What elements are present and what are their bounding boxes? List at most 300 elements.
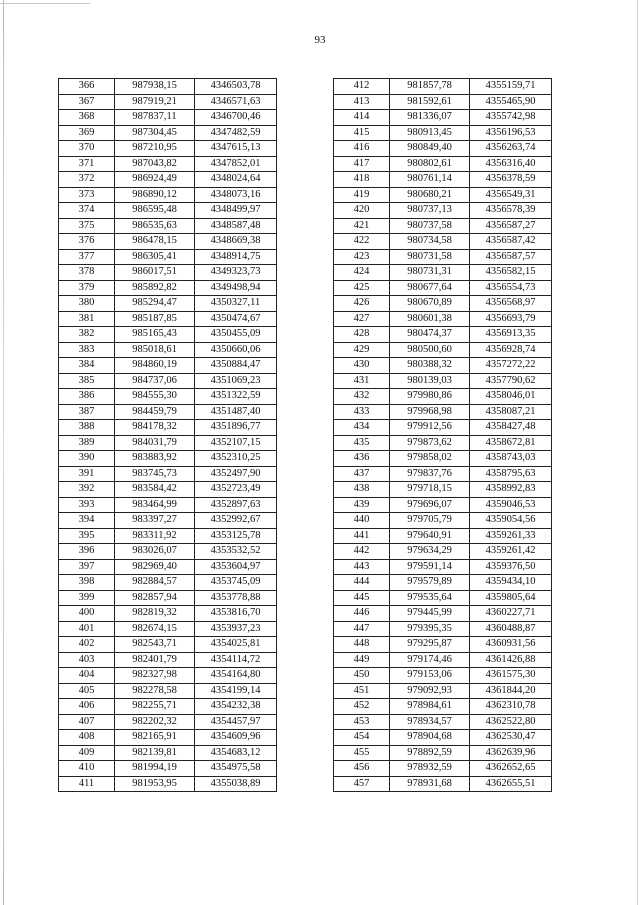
point-number-cell: 376 [59, 234, 115, 250]
table-row [59, 575, 277, 591]
x-coordinate-cell: 986478,15 [115, 234, 195, 250]
y-coordinate-cell: 4361575,30 [470, 668, 552, 684]
point-number-cell: 409 [59, 745, 115, 761]
x-coordinate-cell: 985018,61 [115, 342, 195, 358]
y-coordinate-cell: 4348024,64 [195, 172, 277, 188]
coordinates-table-right-body [334, 79, 552, 792]
y-coordinate-cell: 4348669,38 [195, 234, 277, 250]
x-coordinate-cell: 979535,64 [390, 590, 470, 606]
y-coordinate-cell: 4360931,56 [470, 637, 552, 653]
point-number-cell: 454 [334, 730, 390, 746]
y-coordinate-cell: 4356587,27 [470, 218, 552, 234]
table-row [59, 203, 277, 219]
point-number-cell: 405 [59, 683, 115, 699]
point-number-cell: 447 [334, 621, 390, 637]
scan-edge-top [0, 3, 90, 4]
y-coordinate-cell: 4355742,98 [470, 110, 552, 126]
x-coordinate-cell: 979873,62 [390, 435, 470, 451]
y-coordinate-cell: 4359805,64 [470, 590, 552, 606]
y-coordinate-cell: 4351322,59 [195, 389, 277, 405]
x-coordinate-cell: 979968,98 [390, 404, 470, 420]
x-coordinate-cell: 980737,58 [390, 218, 470, 234]
y-coordinate-cell: 4353937,23 [195, 621, 277, 637]
table-row [334, 389, 552, 405]
y-coordinate-cell: 4354164,80 [195, 668, 277, 684]
point-number-cell: 385 [59, 373, 115, 389]
point-number-cell: 391 [59, 466, 115, 482]
y-coordinate-cell: 4349323,73 [195, 265, 277, 281]
point-number-cell: 435 [334, 435, 390, 451]
table-row [334, 761, 552, 777]
y-coordinate-cell: 4348587,48 [195, 218, 277, 234]
point-number-cell: 392 [59, 482, 115, 498]
table-row [334, 652, 552, 668]
point-number-cell: 451 [334, 683, 390, 699]
y-coordinate-cell: 4354199,14 [195, 683, 277, 699]
table-row [59, 358, 277, 374]
table-row [334, 79, 552, 95]
y-coordinate-cell: 4356378,59 [470, 172, 552, 188]
x-coordinate-cell: 979858,02 [390, 451, 470, 467]
y-coordinate-cell: 4356578,39 [470, 203, 552, 219]
x-coordinate-cell: 984031,79 [115, 435, 195, 451]
y-coordinate-cell: 4356549,31 [470, 187, 552, 203]
y-coordinate-cell: 4356263,74 [470, 141, 552, 157]
point-number-cell: 413 [334, 94, 390, 110]
x-coordinate-cell: 984178,32 [115, 420, 195, 436]
point-number-cell: 404 [59, 668, 115, 684]
coordinates-table-right [333, 78, 552, 792]
y-coordinate-cell: 4348499,97 [195, 203, 277, 219]
x-coordinate-cell: 979718,15 [390, 482, 470, 498]
y-coordinate-cell: 4352897,63 [195, 497, 277, 513]
y-coordinate-cell: 4347852,01 [195, 156, 277, 172]
x-coordinate-cell: 986890,12 [115, 187, 195, 203]
y-coordinate-cell: 4356316,40 [470, 156, 552, 172]
point-number-cell: 412 [334, 79, 390, 95]
table-row [334, 776, 552, 792]
point-number-cell: 389 [59, 435, 115, 451]
y-coordinate-cell: 4353745,09 [195, 575, 277, 591]
point-number-cell: 377 [59, 249, 115, 265]
table-row [59, 745, 277, 761]
table-row [334, 172, 552, 188]
table-row [334, 590, 552, 606]
point-number-cell: 419 [334, 187, 390, 203]
table-row [59, 683, 277, 699]
point-number-cell: 450 [334, 668, 390, 684]
y-coordinate-cell: 4354114,72 [195, 652, 277, 668]
x-coordinate-cell: 980849,40 [390, 141, 470, 157]
point-number-cell: 416 [334, 141, 390, 157]
point-number-cell: 378 [59, 265, 115, 281]
point-number-cell: 393 [59, 497, 115, 513]
y-coordinate-cell: 4356928,74 [470, 342, 552, 358]
y-coordinate-cell: 4362639,96 [470, 745, 552, 761]
table-row [334, 342, 552, 358]
y-coordinate-cell: 4356587,57 [470, 249, 552, 265]
x-coordinate-cell: 983745,73 [115, 466, 195, 482]
point-number-cell: 430 [334, 358, 390, 374]
table-row [334, 482, 552, 498]
y-coordinate-cell: 4362530,47 [470, 730, 552, 746]
table-row [334, 373, 552, 389]
x-coordinate-cell: 980677,64 [390, 280, 470, 296]
y-coordinate-cell: 4346700,46 [195, 110, 277, 126]
point-number-cell: 448 [334, 637, 390, 653]
table-row [59, 559, 277, 575]
x-coordinate-cell: 979153,06 [390, 668, 470, 684]
point-number-cell: 441 [334, 528, 390, 544]
table-row [59, 513, 277, 529]
table-row [334, 699, 552, 715]
x-coordinate-cell: 980139,03 [390, 373, 470, 389]
y-coordinate-cell: 4354683,12 [195, 745, 277, 761]
table-row [59, 761, 277, 777]
point-number-cell: 396 [59, 544, 115, 560]
x-coordinate-cell: 979912,56 [390, 420, 470, 436]
y-coordinate-cell: 4354609,96 [195, 730, 277, 746]
point-number-cell: 426 [334, 296, 390, 312]
x-coordinate-cell: 982255,71 [115, 699, 195, 715]
table-row [334, 420, 552, 436]
point-number-cell: 417 [334, 156, 390, 172]
point-number-cell: 443 [334, 559, 390, 575]
y-coordinate-cell: 4359046,53 [470, 497, 552, 513]
table-row [59, 606, 277, 622]
x-coordinate-cell: 987210,95 [115, 141, 195, 157]
table-row [334, 621, 552, 637]
y-coordinate-cell: 4350660,06 [195, 342, 277, 358]
y-coordinate-cell: 4359261,42 [470, 544, 552, 560]
x-coordinate-cell: 982278,58 [115, 683, 195, 699]
point-number-cell: 415 [334, 125, 390, 141]
point-number-cell: 386 [59, 389, 115, 405]
point-number-cell: 401 [59, 621, 115, 637]
y-coordinate-cell: 4358046,01 [470, 389, 552, 405]
y-coordinate-cell: 4354457,97 [195, 714, 277, 730]
x-coordinate-cell: 979591,14 [390, 559, 470, 575]
table-row [334, 110, 552, 126]
table-row [59, 621, 277, 637]
point-number-cell: 368 [59, 110, 115, 126]
x-coordinate-cell: 985892,82 [115, 280, 195, 296]
point-number-cell: 407 [59, 714, 115, 730]
x-coordinate-cell: 980601,38 [390, 311, 470, 327]
x-coordinate-cell: 980737,13 [390, 203, 470, 219]
point-number-cell: 434 [334, 420, 390, 436]
table-row [59, 389, 277, 405]
table-row [59, 327, 277, 343]
table-row [334, 141, 552, 157]
table-row [334, 358, 552, 374]
x-coordinate-cell: 978904,68 [390, 730, 470, 746]
table-row [59, 528, 277, 544]
point-number-cell: 397 [59, 559, 115, 575]
x-coordinate-cell: 979092,93 [390, 683, 470, 699]
table-row [334, 296, 552, 312]
y-coordinate-cell: 4353604,97 [195, 559, 277, 575]
table-row [59, 482, 277, 498]
y-coordinate-cell: 4347482,59 [195, 125, 277, 141]
table-row [59, 125, 277, 141]
x-coordinate-cell: 979295,87 [390, 637, 470, 653]
y-coordinate-cell: 4362310,78 [470, 699, 552, 715]
table-row [59, 373, 277, 389]
table-row [59, 249, 277, 265]
x-coordinate-cell: 981994,19 [115, 761, 195, 777]
point-number-cell: 380 [59, 296, 115, 312]
y-coordinate-cell: 4349498,94 [195, 280, 277, 296]
y-coordinate-cell: 4360227,71 [470, 606, 552, 622]
y-coordinate-cell: 4356582,15 [470, 265, 552, 281]
table-row [334, 730, 552, 746]
table-row [59, 652, 277, 668]
table-row [334, 668, 552, 684]
table-row [59, 544, 277, 560]
x-coordinate-cell: 979174,46 [390, 652, 470, 668]
point-number-cell: 436 [334, 451, 390, 467]
x-coordinate-cell: 982819,32 [115, 606, 195, 622]
x-coordinate-cell: 983584,42 [115, 482, 195, 498]
point-number-cell: 424 [334, 265, 390, 281]
scan-edge-left [3, 0, 4, 905]
x-coordinate-cell: 980731,31 [390, 265, 470, 281]
y-coordinate-cell: 4356196,53 [470, 125, 552, 141]
point-number-cell: 387 [59, 404, 115, 420]
x-coordinate-cell: 982543,71 [115, 637, 195, 653]
table-row [59, 234, 277, 250]
point-number-cell: 445 [334, 590, 390, 606]
point-number-cell: 375 [59, 218, 115, 234]
x-coordinate-cell: 978892,59 [390, 745, 470, 761]
table-row [334, 451, 552, 467]
x-coordinate-cell: 982674,15 [115, 621, 195, 637]
table-row [334, 637, 552, 653]
table-row [59, 141, 277, 157]
x-coordinate-cell: 979395,35 [390, 621, 470, 637]
y-coordinate-cell: 4359376,50 [470, 559, 552, 575]
y-coordinate-cell: 4354025,81 [195, 637, 277, 653]
y-coordinate-cell: 4358427,48 [470, 420, 552, 436]
point-number-cell: 382 [59, 327, 115, 343]
x-coordinate-cell: 987938,15 [115, 79, 195, 95]
table-row [59, 172, 277, 188]
x-coordinate-cell: 979445,99 [390, 606, 470, 622]
y-coordinate-cell: 4355038,89 [195, 776, 277, 792]
x-coordinate-cell: 983026,07 [115, 544, 195, 560]
y-coordinate-cell: 4356693,79 [470, 311, 552, 327]
table-row [334, 606, 552, 622]
y-coordinate-cell: 4347615,13 [195, 141, 277, 157]
table-row [334, 575, 552, 591]
table-row [334, 404, 552, 420]
y-coordinate-cell: 4352497,90 [195, 466, 277, 482]
point-number-cell: 399 [59, 590, 115, 606]
point-number-cell: 402 [59, 637, 115, 653]
table-row [59, 590, 277, 606]
y-coordinate-cell: 4353125,78 [195, 528, 277, 544]
x-coordinate-cell: 984737,06 [115, 373, 195, 389]
x-coordinate-cell: 987043,82 [115, 156, 195, 172]
x-coordinate-cell: 987837,11 [115, 110, 195, 126]
x-coordinate-cell: 986305,41 [115, 249, 195, 265]
y-coordinate-cell: 4353778,88 [195, 590, 277, 606]
x-coordinate-cell: 981336,07 [390, 110, 470, 126]
y-coordinate-cell: 4351069,23 [195, 373, 277, 389]
point-number-cell: 442 [334, 544, 390, 560]
x-coordinate-cell: 981592,61 [390, 94, 470, 110]
x-coordinate-cell: 982969,40 [115, 559, 195, 575]
x-coordinate-cell: 979579,89 [390, 575, 470, 591]
point-number-cell: 433 [334, 404, 390, 420]
x-coordinate-cell: 982327,98 [115, 668, 195, 684]
point-number-cell: 438 [334, 482, 390, 498]
table-row [334, 280, 552, 296]
y-coordinate-cell: 4358743,03 [470, 451, 552, 467]
y-coordinate-cell: 4350455,09 [195, 327, 277, 343]
y-coordinate-cell: 4360488,87 [470, 621, 552, 637]
table-row [334, 466, 552, 482]
x-coordinate-cell: 978934,57 [390, 714, 470, 730]
table-row [334, 265, 552, 281]
x-coordinate-cell: 979640,91 [390, 528, 470, 544]
point-number-cell: 425 [334, 280, 390, 296]
y-coordinate-cell: 4354232,38 [195, 699, 277, 715]
table-row [59, 435, 277, 451]
coordinates-table-left [58, 78, 277, 792]
x-coordinate-cell: 986924,49 [115, 172, 195, 188]
x-coordinate-cell: 985187,85 [115, 311, 195, 327]
point-number-cell: 427 [334, 311, 390, 327]
table-row [334, 714, 552, 730]
x-coordinate-cell: 979980,86 [390, 389, 470, 405]
y-coordinate-cell: 4358992,83 [470, 482, 552, 498]
x-coordinate-cell: 986595,48 [115, 203, 195, 219]
y-coordinate-cell: 4357790,62 [470, 373, 552, 389]
point-number-cell: 437 [334, 466, 390, 482]
point-number-cell: 403 [59, 652, 115, 668]
point-number-cell: 398 [59, 575, 115, 591]
y-coordinate-cell: 4359434,10 [470, 575, 552, 591]
x-coordinate-cell: 981857,78 [390, 79, 470, 95]
y-coordinate-cell: 4352992,67 [195, 513, 277, 529]
point-number-cell: 453 [334, 714, 390, 730]
point-number-cell: 411 [59, 776, 115, 792]
x-coordinate-cell: 987919,21 [115, 94, 195, 110]
point-number-cell: 418 [334, 172, 390, 188]
coordinates-table-left-body [59, 79, 277, 792]
x-coordinate-cell: 982401,79 [115, 652, 195, 668]
y-coordinate-cell: 4359261,33 [470, 528, 552, 544]
y-coordinate-cell: 4352107,15 [195, 435, 277, 451]
x-coordinate-cell: 984459,79 [115, 404, 195, 420]
y-coordinate-cell: 4356587,42 [470, 234, 552, 250]
x-coordinate-cell: 980670,89 [390, 296, 470, 312]
x-coordinate-cell: 983464,99 [115, 497, 195, 513]
point-number-cell: 381 [59, 311, 115, 327]
scan-edge-right [637, 0, 638, 905]
table-row [59, 776, 277, 792]
table-row [334, 544, 552, 560]
x-coordinate-cell: 980734,58 [390, 234, 470, 250]
table-row [59, 637, 277, 653]
x-coordinate-cell: 978931,68 [390, 776, 470, 792]
table-row [59, 311, 277, 327]
x-coordinate-cell: 979696,07 [390, 497, 470, 513]
y-coordinate-cell: 4350884,47 [195, 358, 277, 374]
table-row [334, 187, 552, 203]
table-row [59, 714, 277, 730]
y-coordinate-cell: 4352310,25 [195, 451, 277, 467]
table-row [334, 435, 552, 451]
table-row [59, 94, 277, 110]
point-number-cell: 406 [59, 699, 115, 715]
y-coordinate-cell: 4353816,70 [195, 606, 277, 622]
y-coordinate-cell: 4356913,35 [470, 327, 552, 343]
y-coordinate-cell: 4346571,63 [195, 94, 277, 110]
point-number-cell: 444 [334, 575, 390, 591]
table-row [59, 110, 277, 126]
table-row [59, 296, 277, 312]
point-number-cell: 414 [334, 110, 390, 126]
y-coordinate-cell: 4351487,40 [195, 404, 277, 420]
point-number-cell: 457 [334, 776, 390, 792]
x-coordinate-cell: 983883,92 [115, 451, 195, 467]
point-number-cell: 374 [59, 203, 115, 219]
table-row [334, 156, 552, 172]
x-coordinate-cell: 982202,32 [115, 714, 195, 730]
x-coordinate-cell: 984555,30 [115, 389, 195, 405]
y-coordinate-cell: 4362652,65 [470, 761, 552, 777]
table-row [334, 497, 552, 513]
y-coordinate-cell: 4348073,16 [195, 187, 277, 203]
table-row [59, 668, 277, 684]
point-number-cell: 423 [334, 249, 390, 265]
x-coordinate-cell: 987304,45 [115, 125, 195, 141]
y-coordinate-cell: 4351896,77 [195, 420, 277, 436]
x-coordinate-cell: 982165,91 [115, 730, 195, 746]
table-row [59, 342, 277, 358]
table-row [334, 94, 552, 110]
x-coordinate-cell: 979837,76 [390, 466, 470, 482]
table-row [334, 745, 552, 761]
point-number-cell: 400 [59, 606, 115, 622]
point-number-cell: 408 [59, 730, 115, 746]
point-number-cell: 432 [334, 389, 390, 405]
table-row [59, 404, 277, 420]
y-coordinate-cell: 4354975,58 [195, 761, 277, 777]
y-coordinate-cell: 4358672,81 [470, 435, 552, 451]
y-coordinate-cell: 4361844,20 [470, 683, 552, 699]
table-row [59, 451, 277, 467]
x-coordinate-cell: 982857,94 [115, 590, 195, 606]
x-coordinate-cell: 980761,14 [390, 172, 470, 188]
table-row [59, 497, 277, 513]
y-coordinate-cell: 4352723,49 [195, 482, 277, 498]
table-row [334, 327, 552, 343]
y-coordinate-cell: 4362655,51 [470, 776, 552, 792]
table-row [59, 218, 277, 234]
table-row [334, 559, 552, 575]
y-coordinate-cell: 4350474,67 [195, 311, 277, 327]
table-row [334, 203, 552, 219]
table-row [59, 187, 277, 203]
x-coordinate-cell: 985294,47 [115, 296, 195, 312]
x-coordinate-cell: 981953,95 [115, 776, 195, 792]
x-coordinate-cell: 980500,60 [390, 342, 470, 358]
point-number-cell: 394 [59, 513, 115, 529]
